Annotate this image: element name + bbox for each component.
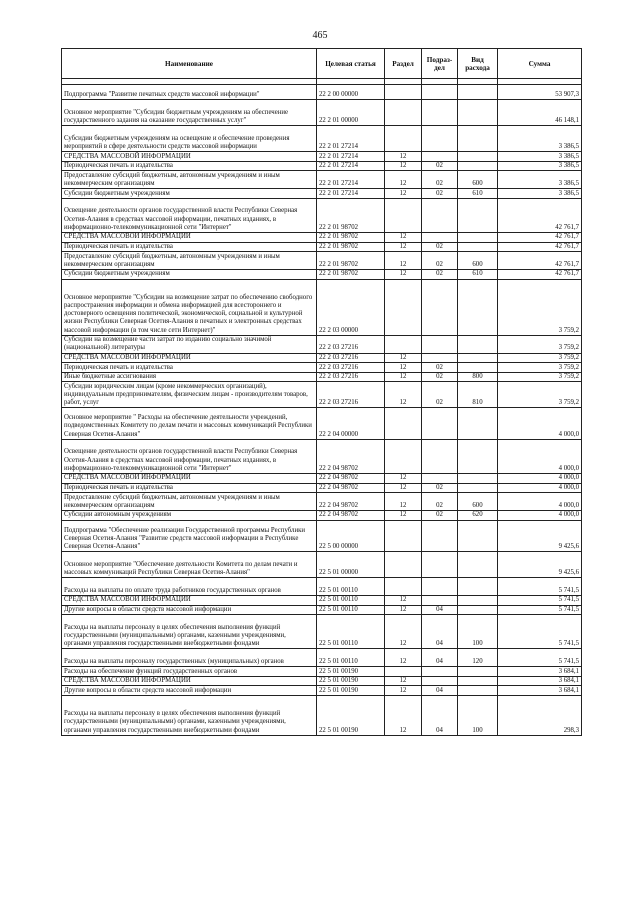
table-row — [62, 171, 582, 189]
row-section-cell — [385, 578, 422, 596]
row-section-cell — [385, 100, 422, 126]
row-subsection-cell — [422, 100, 458, 126]
row-section-cell: 12 — [385, 232, 422, 242]
row-section-cell — [385, 408, 422, 440]
row-target-cell: 22 2 01 00000 — [317, 100, 385, 126]
row-amount-cell: 3 386,5 — [498, 189, 582, 199]
row-subsection-cell: 02 — [422, 372, 458, 382]
row-expense-type-cell — [458, 335, 498, 353]
row-expense-type-cell — [458, 676, 498, 686]
row-target-cell: 22 2 01 98702 — [317, 269, 385, 279]
row-section-cell: 12 — [385, 511, 422, 521]
row-amount-cell: 3 386,5 — [498, 126, 582, 152]
row-target-cell: 22 5 01 00110 — [317, 605, 385, 615]
row-name-cell: Субсидии бюджетным учреждениям — [62, 189, 317, 199]
row-subsection-cell: 04 — [422, 649, 458, 667]
row-section-cell: 12 — [385, 493, 422, 511]
row-section-cell: 12 — [385, 252, 422, 270]
row-target-cell: 22 5 00 00000 — [317, 520, 385, 552]
row-name-cell: Основное мероприятие "Субсидии на возмещение затрат по обеспечению свободного распространения информации и обмена информацией для всестороннего и достоверного освещения политической, экономической, социальной и культурной жизни Республики Северная Осетия-Алания в печатных и электронных средствах массовой информации (в том числе сети Интернет)" — [62, 279, 317, 335]
row-name-cell: Другие вопросы в области средств массовой информации — [62, 605, 317, 615]
row-target-cell: 22 5 01 00190 — [317, 667, 385, 677]
row-target-cell: 22 2 03 27216 — [317, 382, 385, 408]
row-subsection-cell — [422, 198, 458, 232]
row-section-cell: 12 — [385, 474, 422, 484]
row-amount-cell: 3 386,5 — [498, 161, 582, 171]
row-subsection-cell — [422, 353, 458, 363]
row-subsection-cell — [422, 520, 458, 552]
table-body — [62, 85, 582, 736]
row-amount-cell: 298,3 — [498, 696, 582, 736]
row-expense-type-cell — [458, 279, 498, 335]
table-row — [62, 126, 582, 152]
table-row — [62, 85, 582, 100]
table-row — [62, 372, 582, 382]
row-expense-type-cell — [458, 596, 498, 606]
row-section-cell — [385, 85, 422, 100]
row-subsection-cell: 02 — [422, 382, 458, 408]
row-subsection-cell: 04 — [422, 605, 458, 615]
table-row — [62, 152, 582, 162]
row-section-cell: 12 — [385, 242, 422, 252]
table-row — [62, 382, 582, 408]
table-row — [62, 242, 582, 252]
row-target-cell: 22 5 01 00110 — [317, 578, 385, 596]
row-name-cell: Расходы на выплаты персоналу государственных (муниципальных) органов — [62, 649, 317, 667]
row-name-cell: Предоставление субсидий бюджетным, автономным учреждениям и иным некоммерческим организациям — [62, 252, 317, 270]
row-target-cell: 22 2 00 00000 — [317, 85, 385, 100]
row-subsection-cell: 02 — [422, 363, 458, 373]
row-expense-type-cell — [458, 578, 498, 596]
row-section-cell: 12 — [385, 596, 422, 606]
row-target-cell: 22 5 01 00190 — [317, 696, 385, 736]
row-target-cell: 22 5 01 00110 — [317, 649, 385, 667]
row-expense-type-cell — [458, 85, 498, 100]
row-expense-type-cell: 100 — [458, 696, 498, 736]
row-amount-cell: 4 000,0 — [498, 439, 582, 473]
row-name-cell: Расходы на обеспечение функций государственных органов — [62, 667, 317, 677]
row-amount-cell: 9 425,6 — [498, 552, 582, 578]
row-section-cell — [385, 279, 422, 335]
column-header-name: Наименование — [62, 49, 317, 79]
row-target-cell: 22 5 01 00190 — [317, 676, 385, 686]
row-subsection-cell — [422, 232, 458, 242]
row-expense-type-cell — [458, 232, 498, 242]
row-name-cell: СРЕДСТВА МАССОВОЙ ИНФОРМАЦИИ — [62, 232, 317, 242]
row-name-cell: Освещение деятельности органов государственной власти Республики Северная Осетия-Алания в средствах массовой информации, печатных изданиях, в информационно-телекоммуникационной сети "Интернет" — [62, 198, 317, 232]
row-amount-cell: 3 684,1 — [498, 686, 582, 696]
row-amount-cell: 3 759,2 — [498, 353, 582, 363]
row-subsection-cell: 02 — [422, 511, 458, 521]
table-row — [62, 252, 582, 270]
row-target-cell: 22 2 01 27214 — [317, 126, 385, 152]
row-target-cell: 22 2 03 27216 — [317, 363, 385, 373]
row-subsection-cell — [422, 552, 458, 578]
row-subsection-cell — [422, 676, 458, 686]
row-subsection-cell: 04 — [422, 686, 458, 696]
row-section-cell: 12 — [385, 686, 422, 696]
row-section-cell: 12 — [385, 605, 422, 615]
table-row — [62, 353, 582, 363]
column-header-section: Раздел — [385, 49, 422, 79]
row-subsection-cell — [422, 439, 458, 473]
row-amount-cell: 3 759,2 — [498, 335, 582, 353]
row-subsection-cell: 02 — [422, 269, 458, 279]
row-amount-cell: 3 759,2 — [498, 372, 582, 382]
row-section-cell: 12 — [385, 615, 422, 649]
row-section-cell: 12 — [385, 676, 422, 686]
row-amount-cell: 5 741,5 — [498, 605, 582, 615]
table-row — [62, 493, 582, 511]
row-expense-type-cell: 600 — [458, 493, 498, 511]
row-name-cell: СРЕДСТВА МАССОВОЙ ИНФОРМАЦИИ — [62, 676, 317, 686]
table-row — [62, 552, 582, 578]
row-amount-cell: 42 761,7 — [498, 252, 582, 270]
row-subsection-cell: 02 — [422, 252, 458, 270]
row-name-cell: Предоставление субсидий бюджетным, автономным учреждениям и иным некоммерческим организациям — [62, 493, 317, 511]
column-header-target: Целевая статья — [317, 49, 385, 79]
row-name-cell: Подпрограмма "Обеспечение реализации Государственной программы Республики Северная Осетия-Алания "Развитие средств массовой информации в Республике Северная Осетия-Алания" — [62, 520, 317, 552]
row-target-cell: 22 2 04 98702 — [317, 493, 385, 511]
row-subsection-cell — [422, 152, 458, 162]
row-expense-type-cell: 620 — [458, 511, 498, 521]
row-expense-type-cell — [458, 408, 498, 440]
row-section-cell — [385, 126, 422, 152]
table-row — [62, 232, 582, 242]
row-section-cell: 12 — [385, 649, 422, 667]
row-subsection-cell: 02 — [422, 493, 458, 511]
row-section-cell: 12 — [385, 382, 422, 408]
table-row — [62, 511, 582, 521]
row-target-cell: 22 2 03 00000 — [317, 279, 385, 335]
row-expense-type-cell: 120 — [458, 649, 498, 667]
row-amount-cell: 9 425,6 — [498, 520, 582, 552]
row-expense-type-cell: 610 — [458, 189, 498, 199]
row-expense-type-cell — [458, 439, 498, 473]
row-amount-cell: 3 684,1 — [498, 676, 582, 686]
table-row — [62, 696, 582, 736]
row-amount-cell: 4 000,0 — [498, 493, 582, 511]
row-subsection-cell: 02 — [422, 242, 458, 252]
row-name-cell: Субсидии бюджетным учреждениям на освещение и обеспечение проведения мероприятий в сфере деятельности средств массовой информации — [62, 126, 317, 152]
row-expense-type-cell — [458, 363, 498, 373]
row-name-cell: Основное мероприятие " Расходы на обеспечение деятельности учреждений, подведомственных Комитету по делам печати и массовых коммуникаций Республики Северная Осетия-Алания" — [62, 408, 317, 440]
table-row — [62, 474, 582, 484]
table-row — [62, 483, 582, 493]
row-section-cell — [385, 439, 422, 473]
row-target-cell: 22 5 01 00110 — [317, 596, 385, 606]
row-section-cell: 12 — [385, 161, 422, 171]
row-expense-type-cell: 610 — [458, 269, 498, 279]
row-amount-cell: 53 907,3 — [498, 85, 582, 100]
row-section-cell: 12 — [385, 189, 422, 199]
row-amount-cell: 3 386,5 — [498, 152, 582, 162]
table-row — [62, 161, 582, 171]
row-target-cell: 22 2 04 98702 — [317, 439, 385, 473]
row-amount-cell: 42 761,7 — [498, 232, 582, 242]
row-name-cell: Основное мероприятие "Субсидии бюджетным учреждениям на обеспечение государственного задания на оказание государственных услуг" — [62, 100, 317, 126]
row-name-cell: Периодическая печать и издательства — [62, 242, 317, 252]
row-target-cell: 22 2 04 98702 — [317, 483, 385, 493]
table-row — [62, 686, 582, 696]
row-section-cell: 12 — [385, 483, 422, 493]
row-name-cell: Расходы на выплаты по оплате труда работников государственных органов — [62, 578, 317, 596]
row-name-cell: Периодическая печать и издательства — [62, 161, 317, 171]
row-amount-cell: 3 759,2 — [498, 363, 582, 373]
row-target-cell: 22 2 01 27214 — [317, 189, 385, 199]
row-name-cell: Подпрограмма "Развитие печатных средств массовой информации" — [62, 85, 317, 100]
row-target-cell: 22 2 03 27216 — [317, 335, 385, 353]
table-row — [62, 189, 582, 199]
row-expense-type-cell — [458, 520, 498, 552]
row-target-cell: 22 2 01 98702 — [317, 242, 385, 252]
row-name-cell: Субсидии на возмещение части затрат по изданию социально значимой (национальной) литературы — [62, 335, 317, 353]
row-name-cell: Иные бюджетные ассигнования — [62, 372, 317, 382]
table-row — [62, 649, 582, 667]
row-amount-cell: 5 741,5 — [498, 615, 582, 649]
row-target-cell: 22 2 04 98702 — [317, 474, 385, 484]
row-subsection-cell — [422, 578, 458, 596]
row-amount-cell: 3 759,2 — [498, 279, 582, 335]
row-target-cell: 22 2 03 27216 — [317, 372, 385, 382]
row-target-cell: 22 2 01 98702 — [317, 252, 385, 270]
row-expense-type-cell — [458, 667, 498, 677]
row-section-cell — [385, 198, 422, 232]
row-subsection-cell: 02 — [422, 161, 458, 171]
row-amount-cell: 5 741,5 — [498, 596, 582, 606]
row-subsection-cell: 02 — [422, 189, 458, 199]
row-section-cell — [385, 520, 422, 552]
table-row — [62, 605, 582, 615]
row-section-cell: 12 — [385, 353, 422, 363]
row-name-cell: Предоставление субсидий бюджетным, автономным учреждениям и иным некоммерческим организациям — [62, 171, 317, 189]
row-subsection-cell: 04 — [422, 696, 458, 736]
row-subsection-cell — [422, 408, 458, 440]
row-expense-type-cell — [458, 152, 498, 162]
row-amount-cell: 42 761,7 — [498, 198, 582, 232]
row-name-cell: СРЕДСТВА МАССОВОЙ ИНФОРМАЦИИ — [62, 353, 317, 363]
row-subsection-cell — [422, 596, 458, 606]
row-subsection-cell: 02 — [422, 171, 458, 189]
table-row — [62, 100, 582, 126]
table-row — [62, 439, 582, 473]
table-row — [62, 408, 582, 440]
row-section-cell — [385, 335, 422, 353]
row-amount-cell: 5 741,5 — [498, 649, 582, 667]
table-row — [62, 363, 582, 373]
row-subsection-cell — [422, 85, 458, 100]
page-number: 465 — [312, 30, 328, 41]
row-target-cell: 22 2 01 27214 — [317, 161, 385, 171]
row-expense-type-cell — [458, 605, 498, 615]
row-expense-type-cell — [458, 353, 498, 363]
table-row — [62, 667, 582, 677]
row-section-cell: 12 — [385, 269, 422, 279]
row-amount-cell: 4 000,0 — [498, 511, 582, 521]
row-name-cell: Освещение деятельности органов государственной власти Республики Северная Осетия-Алания в средствах массовой информации, печатных изданиях, в информационно-телекоммуникационной сети "Интернет" — [62, 439, 317, 473]
column-header-amount: Сумма — [498, 49, 582, 79]
row-target-cell: 22 2 01 98702 — [317, 232, 385, 242]
row-target-cell: 22 2 01 27214 — [317, 171, 385, 189]
table-header — [62, 49, 582, 85]
row-subsection-cell: 02 — [422, 483, 458, 493]
row-subsection-cell: 04 — [422, 615, 458, 649]
column-header-expense-type: Вид расхода — [458, 49, 498, 79]
row-target-cell: 22 2 01 27214 — [317, 152, 385, 162]
row-expense-type-cell — [458, 100, 498, 126]
table-row — [62, 198, 582, 232]
row-section-cell: 12 — [385, 363, 422, 373]
row-expense-type-cell — [458, 483, 498, 493]
row-amount-cell: 5 741,5 — [498, 578, 582, 596]
row-target-cell: 22 5 01 00110 — [317, 615, 385, 649]
row-section-cell: 12 — [385, 171, 422, 189]
row-section-cell — [385, 667, 422, 677]
row-section-cell: 12 — [385, 696, 422, 736]
row-expense-type-cell: 600 — [458, 171, 498, 189]
row-expense-type-cell — [458, 126, 498, 152]
row-section-cell: 12 — [385, 372, 422, 382]
row-target-cell: 22 5 01 00000 — [317, 552, 385, 578]
row-subsection-cell — [422, 335, 458, 353]
row-name-cell: Другие вопросы в области средств массовой информации — [62, 686, 317, 696]
budget-table — [61, 48, 582, 736]
row-amount-cell: 4 000,0 — [498, 408, 582, 440]
row-amount-cell: 3 684,1 — [498, 667, 582, 677]
row-section-cell — [385, 552, 422, 578]
row-amount-cell: 4 000,0 — [498, 474, 582, 484]
row-expense-type-cell — [458, 161, 498, 171]
row-name-cell: Субсидии бюджетным учреждениям — [62, 269, 317, 279]
table-row — [62, 596, 582, 606]
row-target-cell: 22 5 01 00190 — [317, 686, 385, 696]
column-header-subsection: Подраз- дел — [422, 49, 458, 79]
row-amount-cell: 42 761,7 — [498, 242, 582, 252]
row-amount-cell: 3 759,2 — [498, 382, 582, 408]
row-subsection-cell — [422, 667, 458, 677]
row-expense-type-cell — [458, 474, 498, 484]
table-row — [62, 615, 582, 649]
row-name-cell: Субсидии автономным учреждениям — [62, 511, 317, 521]
row-target-cell: 22 2 04 98702 — [317, 511, 385, 521]
row-target-cell: 22 2 03 27216 — [317, 353, 385, 363]
row-subsection-cell — [422, 126, 458, 152]
table-row — [62, 676, 582, 686]
row-name-cell: СРЕДСТВА МАССОВОЙ ИНФОРМАЦИИ — [62, 152, 317, 162]
table-row — [62, 335, 582, 353]
row-amount-cell: 3 386,5 — [498, 171, 582, 189]
row-expense-type-cell: 600 — [458, 252, 498, 270]
row-name-cell: Расходы на выплаты персоналу в целях обеспечения выполнения функций государственными (муниципальными) органами, казенными учреждениями, органами управления государственными внебюджетными фондами — [62, 696, 317, 736]
table-row — [62, 578, 582, 596]
row-subsection-cell — [422, 474, 458, 484]
row-amount-cell: 4 000,0 — [498, 483, 582, 493]
row-section-cell: 12 — [385, 152, 422, 162]
row-subsection-cell — [422, 279, 458, 335]
row-expense-type-cell: 810 — [458, 382, 498, 408]
table-row — [62, 269, 582, 279]
row-expense-type-cell: 100 — [458, 615, 498, 649]
row-expense-type-cell — [458, 552, 498, 578]
row-expense-type-cell — [458, 686, 498, 696]
row-expense-type-cell — [458, 198, 498, 232]
row-name-cell: Периодическая печать и издательства — [62, 483, 317, 493]
row-expense-type-cell — [458, 242, 498, 252]
row-name-cell: СРЕДСТВА МАССОВОЙ ИНФОРМАЦИИ — [62, 474, 317, 484]
row-name-cell: СРЕДСТВА МАССОВОЙ ИНФОРМАЦИИ — [62, 596, 317, 606]
row-target-cell: 22 2 04 00000 — [317, 408, 385, 440]
row-name-cell: Основное мероприятие "Обеспечение деятельности Комитета по делам печати и массовых коммуникаций Республики Северная Осетия-Алания" — [62, 552, 317, 578]
row-expense-type-cell: 800 — [458, 372, 498, 382]
row-name-cell: Субсидии юридическим лицам (кроме некоммерческих организаций), индивидуальным предпринимателям, физическим лицам - производителям товаров, работ, услуг — [62, 382, 317, 408]
row-amount-cell: 46 148,1 — [498, 100, 582, 126]
row-name-cell: Расходы на выплаты персоналу в целях обеспечения выполнения функций государственными (муниципальными) органами, казенными учреждениями, органами управления государственными внебюджетными фондами — [62, 615, 317, 649]
table-row — [62, 520, 582, 552]
row-amount-cell: 42 761,7 — [498, 269, 582, 279]
table-row — [62, 279, 582, 335]
row-target-cell: 22 2 01 98702 — [317, 198, 385, 232]
row-name-cell: Периодическая печать и издательства — [62, 363, 317, 373]
